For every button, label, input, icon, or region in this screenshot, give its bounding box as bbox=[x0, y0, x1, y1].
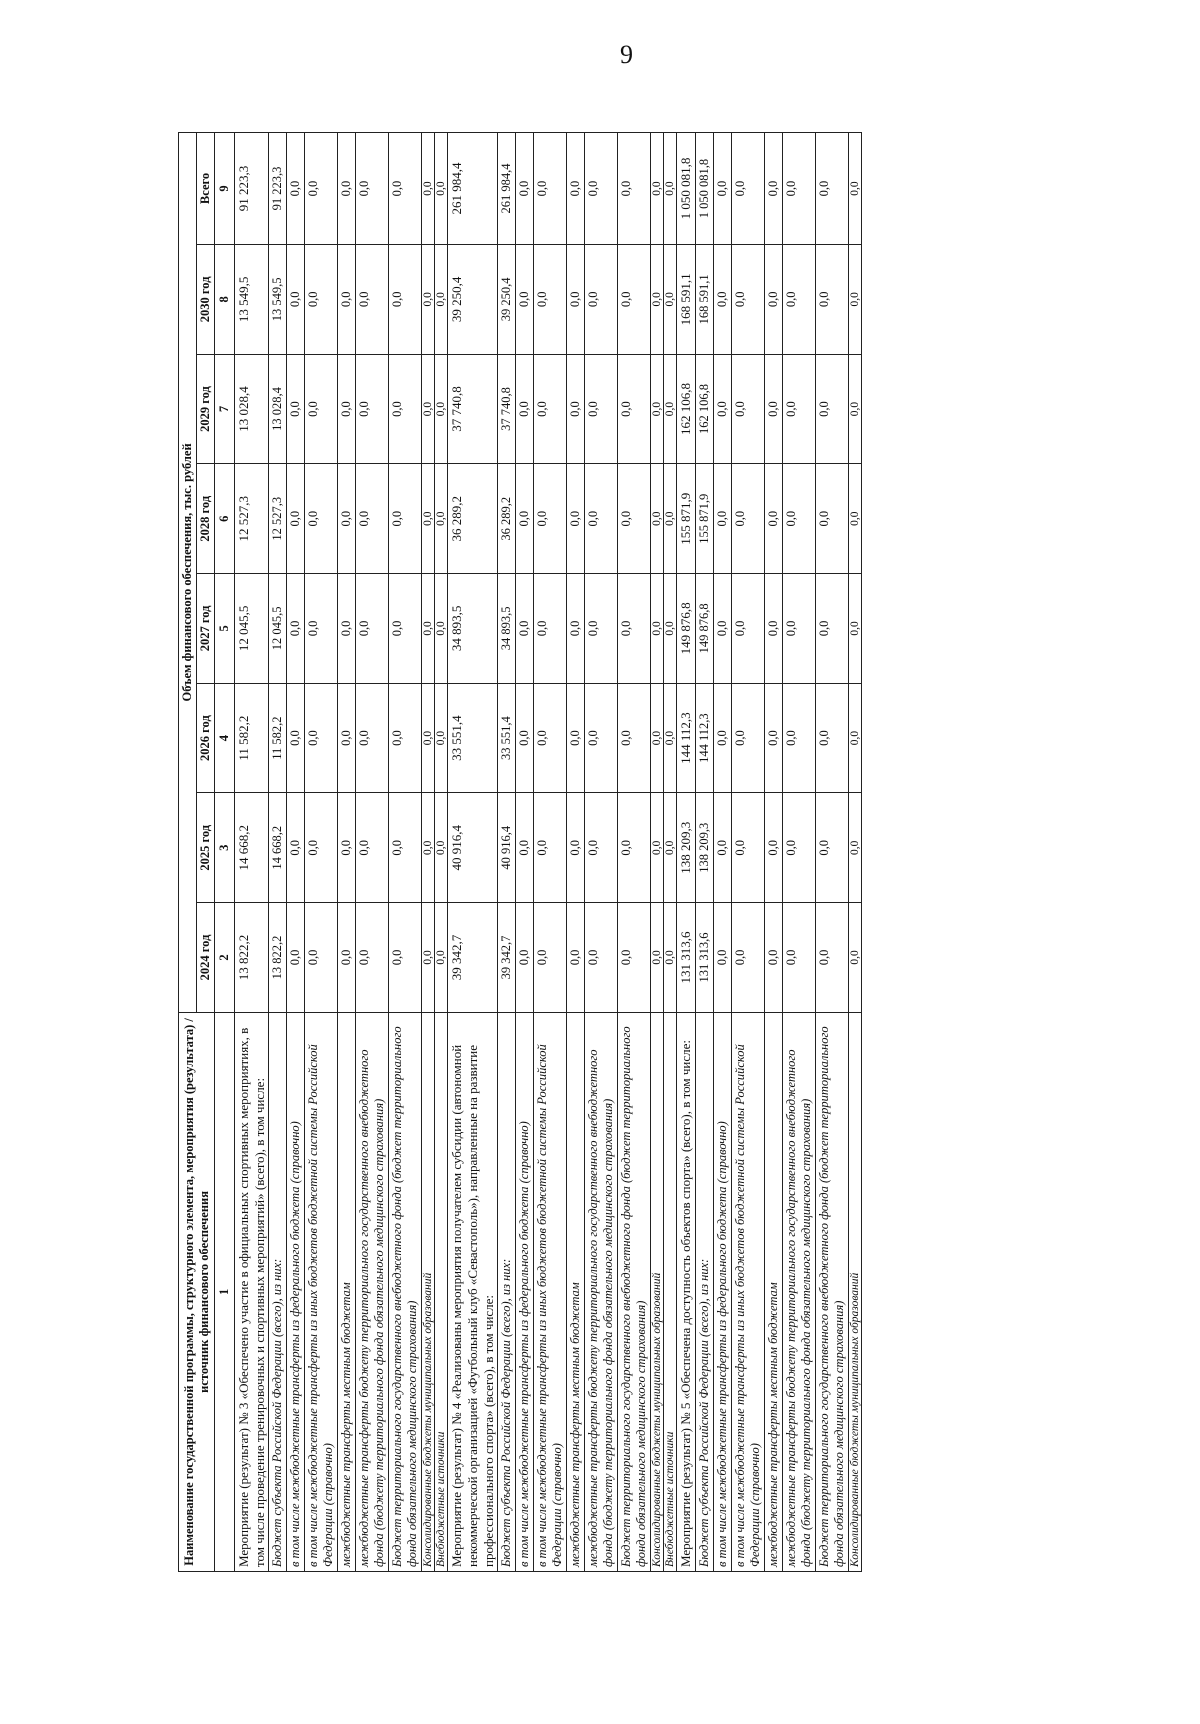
value-cell: 0,0 bbox=[731, 574, 764, 684]
total-cell: 0,0 bbox=[782, 133, 815, 245]
total-cell: 91 223,3 bbox=[269, 133, 287, 245]
value-cell: 0,0 bbox=[422, 574, 435, 684]
value-cell: 0,0 bbox=[534, 244, 567, 354]
row-label: межбюджетные трансферты бюджету территориального государственного внебюджетного фонда (бюджету территориального фонда обязательного медицинского страхования) bbox=[782, 1012, 815, 1571]
value-cell: 0,0 bbox=[422, 903, 435, 1013]
row-label: межбюджетные трансферты бюджету территориального государственного внебюджетного фонда (бюджету территориального фонда обязательного медицинского страхования) bbox=[585, 1012, 618, 1571]
total-cell: 0,0 bbox=[389, 133, 422, 245]
header-name: Наименование государственной программы, структурного элемента, мероприятия (результата) / источник финансового обеспечения bbox=[179, 1012, 215, 1571]
value-cell: 0,0 bbox=[585, 903, 618, 1013]
value-cell: 0,0 bbox=[305, 464, 338, 574]
value-cell: 0,0 bbox=[305, 244, 338, 354]
value-cell: 0,0 bbox=[338, 793, 356, 903]
header-year: 2029 год bbox=[197, 354, 215, 464]
total-cell: 0,0 bbox=[848, 133, 861, 245]
value-cell: 0,0 bbox=[664, 354, 677, 464]
value-cell: 0,0 bbox=[287, 244, 305, 354]
value-cell: 0,0 bbox=[713, 354, 731, 464]
table-row bbox=[516, 133, 534, 1572]
value-cell: 0,0 bbox=[731, 793, 764, 903]
total-cell: 261 984,4 bbox=[498, 133, 516, 245]
value-cell: 36 289,2 bbox=[498, 464, 516, 574]
table-body bbox=[235, 133, 862, 1572]
value-cell: 0,0 bbox=[848, 574, 861, 684]
value-cell: 11 582,2 bbox=[269, 683, 287, 793]
value-cell: 11 582,2 bbox=[235, 683, 269, 793]
table-row bbox=[287, 133, 305, 1572]
table-row bbox=[764, 133, 782, 1572]
header-year: 2030 год bbox=[197, 244, 215, 354]
value-cell: 33 551,4 bbox=[498, 683, 516, 793]
value-cell: 0,0 bbox=[435, 793, 448, 903]
row-label: в том числе межбюджетные трансферты из федерального бюджета (справочно) bbox=[516, 1012, 534, 1571]
value-cell: 13 822,2 bbox=[235, 903, 269, 1013]
value-cell: 0,0 bbox=[618, 903, 651, 1013]
value-cell: 0,0 bbox=[567, 793, 585, 903]
column-number: 8 bbox=[215, 244, 235, 354]
value-cell: 12 045,5 bbox=[235, 574, 269, 684]
column-number: 7 bbox=[215, 354, 235, 464]
value-cell: 155 871,9 bbox=[695, 464, 713, 574]
row-label: Бюджет субъекта Российской Федерации (всего), из них: bbox=[695, 1012, 713, 1571]
value-cell: 0,0 bbox=[651, 354, 664, 464]
value-cell: 0,0 bbox=[815, 793, 848, 903]
value-cell: 12 527,3 bbox=[235, 464, 269, 574]
value-cell: 13 549,5 bbox=[269, 244, 287, 354]
value-cell: 0,0 bbox=[389, 354, 422, 464]
value-cell: 168 591,1 bbox=[677, 244, 696, 354]
value-cell: 0,0 bbox=[764, 793, 782, 903]
column-number: 4 bbox=[215, 683, 235, 793]
row-label: Бюджет территориального государственного внебюджетного фонда (бюджет территориального фонда обязательного медицинского страхования) bbox=[618, 1012, 651, 1571]
value-cell: 0,0 bbox=[435, 574, 448, 684]
value-cell: 37 740,8 bbox=[498, 354, 516, 464]
value-cell: 0,0 bbox=[389, 683, 422, 793]
row-label: Внебюджетные источники bbox=[435, 1012, 448, 1571]
row-label: межбюджетные трансферты бюджету территориального государственного внебюджетного фонда (бюджету территориального фонда обязательного медицинского страхования) bbox=[356, 1012, 389, 1571]
value-cell: 0,0 bbox=[534, 903, 567, 1013]
table-row bbox=[356, 133, 389, 1572]
value-cell: 0,0 bbox=[356, 354, 389, 464]
value-cell: 0,0 bbox=[534, 354, 567, 464]
total-cell: 261 984,4 bbox=[448, 133, 498, 245]
value-cell: 0,0 bbox=[815, 244, 848, 354]
value-cell: 162 106,8 bbox=[695, 354, 713, 464]
total-cell: 0,0 bbox=[664, 133, 677, 245]
value-cell: 0,0 bbox=[815, 464, 848, 574]
row-label: Бюджет территориального государственного внебюджетного фонда (бюджет территориального фонда обязательного медицинского страхования) bbox=[815, 1012, 848, 1571]
rotated-table-container bbox=[178, 132, 958, 1572]
value-cell: 0,0 bbox=[815, 354, 848, 464]
total-cell: 0,0 bbox=[287, 133, 305, 245]
value-cell: 0,0 bbox=[713, 464, 731, 574]
table-row bbox=[651, 133, 664, 1572]
table-row bbox=[338, 133, 356, 1572]
value-cell: 13 822,2 bbox=[269, 903, 287, 1013]
table-row bbox=[235, 133, 269, 1572]
value-cell: 0,0 bbox=[664, 683, 677, 793]
value-cell: 0,0 bbox=[516, 354, 534, 464]
total-cell: 0,0 bbox=[651, 133, 664, 245]
value-cell: 0,0 bbox=[651, 683, 664, 793]
value-cell: 0,0 bbox=[618, 354, 651, 464]
table-row bbox=[305, 133, 338, 1572]
row-label: межбюджетные трансферты местным бюджетам bbox=[567, 1012, 585, 1571]
row-label: Внебюджетные источники bbox=[664, 1012, 677, 1571]
value-cell: 0,0 bbox=[305, 354, 338, 464]
page-number: 9 bbox=[620, 40, 633, 69]
value-cell: 0,0 bbox=[534, 793, 567, 903]
row-label: в том числе межбюджетные трансферты из иных бюджетов бюджетной системы Российской Федерации (справочно) bbox=[305, 1012, 338, 1571]
total-cell: 0,0 bbox=[585, 133, 618, 245]
value-cell: 149 876,8 bbox=[677, 574, 696, 684]
value-cell: 0,0 bbox=[651, 793, 664, 903]
value-cell: 0,0 bbox=[356, 683, 389, 793]
value-cell: 34 893,5 bbox=[498, 574, 516, 684]
value-cell: 0,0 bbox=[389, 903, 422, 1013]
value-cell: 12 045,5 bbox=[269, 574, 287, 684]
value-cell: 12 527,3 bbox=[269, 464, 287, 574]
value-cell: 131 313,6 bbox=[695, 903, 713, 1013]
value-cell: 0,0 bbox=[764, 574, 782, 684]
value-cell: 13 028,4 bbox=[269, 354, 287, 464]
value-cell: 138 209,3 bbox=[677, 793, 696, 903]
value-cell: 0,0 bbox=[516, 793, 534, 903]
value-cell: 0,0 bbox=[389, 793, 422, 903]
value-cell: 0,0 bbox=[713, 244, 731, 354]
table-row bbox=[782, 133, 815, 1572]
value-cell: 0,0 bbox=[305, 903, 338, 1013]
value-cell: 40 916,4 bbox=[448, 793, 498, 903]
value-cell: 14 668,2 bbox=[269, 793, 287, 903]
value-cell: 0,0 bbox=[534, 574, 567, 684]
header-year: 2025 год bbox=[197, 793, 215, 903]
value-cell: 131 313,6 bbox=[677, 903, 696, 1013]
value-cell: 0,0 bbox=[782, 574, 815, 684]
value-cell: 0,0 bbox=[651, 464, 664, 574]
value-cell: 0,0 bbox=[422, 464, 435, 574]
value-cell: 0,0 bbox=[782, 464, 815, 574]
value-cell: 144 112,3 bbox=[677, 683, 696, 793]
total-cell: 0,0 bbox=[534, 133, 567, 245]
value-cell: 0,0 bbox=[664, 244, 677, 354]
row-label: в том числе межбюджетные трансферты из федерального бюджета (справочно) bbox=[713, 1012, 731, 1571]
value-cell: 0,0 bbox=[731, 683, 764, 793]
value-cell: 0,0 bbox=[848, 354, 861, 464]
financing-table bbox=[178, 132, 862, 1572]
table-row bbox=[664, 133, 677, 1572]
table-row bbox=[269, 133, 287, 1572]
value-cell: 0,0 bbox=[287, 354, 305, 464]
value-cell: 0,0 bbox=[422, 244, 435, 354]
value-cell: 0,0 bbox=[516, 244, 534, 354]
value-cell: 155 871,9 bbox=[677, 464, 696, 574]
table-row bbox=[713, 133, 731, 1572]
row-label: Консолидированные бюджеты муниципальных образований bbox=[651, 1012, 664, 1571]
value-cell: 0,0 bbox=[356, 903, 389, 1013]
table-row bbox=[618, 133, 651, 1572]
value-cell: 0,0 bbox=[567, 464, 585, 574]
value-cell: 0,0 bbox=[287, 464, 305, 574]
value-cell: 0,0 bbox=[618, 793, 651, 903]
value-cell: 0,0 bbox=[567, 574, 585, 684]
table-row bbox=[585, 133, 618, 1572]
value-cell: 168 591,1 bbox=[695, 244, 713, 354]
value-cell: 162 106,8 bbox=[677, 354, 696, 464]
value-cell: 0,0 bbox=[585, 354, 618, 464]
value-cell: 14 668,2 bbox=[235, 793, 269, 903]
total-cell: 0,0 bbox=[516, 133, 534, 245]
value-cell: 0,0 bbox=[651, 244, 664, 354]
value-cell: 0,0 bbox=[815, 574, 848, 684]
value-cell: 0,0 bbox=[422, 683, 435, 793]
value-cell: 0,0 bbox=[287, 574, 305, 684]
table-row bbox=[422, 133, 435, 1572]
value-cell: 0,0 bbox=[664, 793, 677, 903]
row-label: в том числе межбюджетные трансферты из федерального бюджета (справочно) bbox=[287, 1012, 305, 1571]
value-cell: 33 551,4 bbox=[448, 683, 498, 793]
total-cell: 0,0 bbox=[356, 133, 389, 245]
value-cell: 0,0 bbox=[389, 464, 422, 574]
value-cell: 0,0 bbox=[731, 244, 764, 354]
value-cell: 0,0 bbox=[305, 683, 338, 793]
value-cell: 0,0 bbox=[664, 464, 677, 574]
value-cell: 0,0 bbox=[338, 574, 356, 684]
value-cell: 0,0 bbox=[338, 244, 356, 354]
column-number: 1 bbox=[215, 1012, 235, 1571]
value-cell: 138 209,3 bbox=[695, 793, 713, 903]
value-cell: 0,0 bbox=[585, 244, 618, 354]
table-row bbox=[695, 133, 713, 1572]
value-cell: 0,0 bbox=[713, 793, 731, 903]
value-cell: 39 342,7 bbox=[498, 903, 516, 1013]
column-number: 5 bbox=[215, 574, 235, 684]
value-cell: 0,0 bbox=[731, 354, 764, 464]
value-cell: 0,0 bbox=[848, 244, 861, 354]
table-row bbox=[731, 133, 764, 1572]
total-cell: 0,0 bbox=[764, 133, 782, 245]
table-row bbox=[389, 133, 422, 1572]
value-cell: 39 250,4 bbox=[498, 244, 516, 354]
value-cell: 0,0 bbox=[618, 683, 651, 793]
header-year: 2028 год bbox=[197, 464, 215, 574]
value-cell: 0,0 bbox=[664, 574, 677, 684]
total-cell: 0,0 bbox=[338, 133, 356, 245]
row-label: в том числе межбюджетные трансферты из иных бюджетов бюджетной системы Российской Федерации (справочно) bbox=[534, 1012, 567, 1571]
header-total: Всего bbox=[197, 133, 215, 245]
table-row bbox=[677, 133, 696, 1572]
header-group: Объем финансового обеспечения, тыс. рублей bbox=[179, 133, 197, 1013]
row-label: Бюджет территориального государственного внебюджетного фонда (бюджет территориального фонда обязательного медицинского страхования) bbox=[389, 1012, 422, 1571]
value-cell: 0,0 bbox=[389, 244, 422, 354]
table-row bbox=[448, 133, 498, 1572]
value-cell: 0,0 bbox=[618, 464, 651, 574]
value-cell: 0,0 bbox=[338, 903, 356, 1013]
value-cell: 0,0 bbox=[651, 574, 664, 684]
total-cell: 0,0 bbox=[731, 133, 764, 245]
value-cell: 144 112,3 bbox=[695, 683, 713, 793]
value-cell: 0,0 bbox=[567, 354, 585, 464]
total-cell: 1 050 081,8 bbox=[677, 133, 696, 245]
row-label: Мероприятие (результат) № 3 «Обеспечено участие в официальных спортивных мероприятиях, в том числе проведение тренировочных и спортивных мероприятий» (всего), в том числе: bbox=[235, 1012, 269, 1571]
value-cell: 0,0 bbox=[287, 683, 305, 793]
header-year: 2024 год bbox=[197, 903, 215, 1013]
value-cell: 0,0 bbox=[764, 244, 782, 354]
value-cell: 0,0 bbox=[731, 903, 764, 1013]
table-row bbox=[435, 133, 448, 1572]
value-cell: 34 893,5 bbox=[448, 574, 498, 684]
value-cell: 0,0 bbox=[516, 464, 534, 574]
column-number: 3 bbox=[215, 793, 235, 903]
table-row bbox=[848, 133, 861, 1572]
value-cell: 0,0 bbox=[764, 683, 782, 793]
table-row bbox=[498, 133, 516, 1572]
column-number: 6 bbox=[215, 464, 235, 574]
total-cell: 0,0 bbox=[567, 133, 585, 245]
value-cell: 0,0 bbox=[782, 903, 815, 1013]
value-cell: 0,0 bbox=[338, 464, 356, 574]
value-cell: 0,0 bbox=[618, 574, 651, 684]
value-cell: 36 289,2 bbox=[448, 464, 498, 574]
table-row bbox=[815, 133, 848, 1572]
value-cell: 0,0 bbox=[287, 793, 305, 903]
value-cell: 0,0 bbox=[585, 683, 618, 793]
value-cell: 0,0 bbox=[516, 683, 534, 793]
value-cell: 0,0 bbox=[389, 574, 422, 684]
row-label: межбюджетные трансферты местным бюджетам bbox=[338, 1012, 356, 1571]
row-label: Бюджет субъекта Российской Федерации (всего), из них: bbox=[498, 1012, 516, 1571]
value-cell: 0,0 bbox=[356, 574, 389, 684]
column-number: 9 bbox=[215, 133, 235, 245]
value-cell: 0,0 bbox=[585, 574, 618, 684]
value-cell: 0,0 bbox=[516, 574, 534, 684]
row-label: Мероприятие (результат) № 5 «Обеспечена доступность объектов спорта» (всего), в том числе: bbox=[677, 1012, 696, 1571]
value-cell: 0,0 bbox=[534, 683, 567, 793]
value-cell: 0,0 bbox=[435, 354, 448, 464]
value-cell: 0,0 bbox=[534, 464, 567, 574]
value-cell: 0,0 bbox=[815, 683, 848, 793]
row-label: Консолидированные бюджеты муниципальных образований bbox=[848, 1012, 861, 1571]
value-cell: 0,0 bbox=[435, 683, 448, 793]
value-cell: 40 916,4 bbox=[498, 793, 516, 903]
total-cell: 0,0 bbox=[815, 133, 848, 245]
total-cell: 1 050 081,8 bbox=[695, 133, 713, 245]
value-cell: 0,0 bbox=[516, 903, 534, 1013]
row-label: в том числе межбюджетные трансферты из иных бюджетов бюджетной системы Российской Федерации (справочно) bbox=[731, 1012, 764, 1571]
value-cell: 0,0 bbox=[782, 354, 815, 464]
value-cell: 149 876,8 bbox=[695, 574, 713, 684]
value-cell: 0,0 bbox=[848, 464, 861, 574]
row-label: Бюджет субъекта Российской Федерации (всего), из них: bbox=[269, 1012, 287, 1571]
value-cell: 0,0 bbox=[713, 574, 731, 684]
value-cell: 0,0 bbox=[338, 354, 356, 464]
total-cell: 0,0 bbox=[435, 133, 448, 245]
value-cell: 0,0 bbox=[567, 244, 585, 354]
row-label: межбюджетные трансферты местным бюджетам bbox=[764, 1012, 782, 1571]
value-cell: 0,0 bbox=[305, 793, 338, 903]
value-cell: 0,0 bbox=[567, 683, 585, 793]
value-cell: 0,0 bbox=[713, 903, 731, 1013]
value-cell: 13 028,4 bbox=[235, 354, 269, 464]
value-cell: 0,0 bbox=[848, 683, 861, 793]
total-cell: 0,0 bbox=[305, 133, 338, 245]
value-cell: 0,0 bbox=[764, 903, 782, 1013]
column-number: 2 bbox=[215, 903, 235, 1013]
value-cell: 0,0 bbox=[287, 903, 305, 1013]
value-cell: 0,0 bbox=[356, 244, 389, 354]
value-cell: 39 250,4 bbox=[448, 244, 498, 354]
value-cell: 0,0 bbox=[782, 793, 815, 903]
value-cell: 0,0 bbox=[356, 793, 389, 903]
row-label: Консолидированные бюджеты муниципальных образований bbox=[422, 1012, 435, 1571]
total-cell: 0,0 bbox=[618, 133, 651, 245]
value-cell: 0,0 bbox=[618, 244, 651, 354]
value-cell: 39 342,7 bbox=[448, 903, 498, 1013]
value-cell: 0,0 bbox=[435, 903, 448, 1013]
table-row bbox=[534, 133, 567, 1572]
value-cell: 0,0 bbox=[435, 464, 448, 574]
value-cell: 0,0 bbox=[305, 574, 338, 684]
value-cell: 0,0 bbox=[764, 354, 782, 464]
value-cell: 0,0 bbox=[815, 903, 848, 1013]
value-cell: 0,0 bbox=[848, 903, 861, 1013]
total-cell: 0,0 bbox=[713, 133, 731, 245]
value-cell: 0,0 bbox=[338, 683, 356, 793]
value-cell: 0,0 bbox=[585, 464, 618, 574]
header-year: 2027 год bbox=[197, 574, 215, 684]
value-cell: 0,0 bbox=[848, 793, 861, 903]
value-cell: 0,0 bbox=[664, 903, 677, 1013]
value-cell: 0,0 bbox=[713, 683, 731, 793]
value-cell: 0,0 bbox=[782, 244, 815, 354]
value-cell: 0,0 bbox=[422, 793, 435, 903]
value-cell: 0,0 bbox=[782, 683, 815, 793]
value-cell: 0,0 bbox=[651, 903, 664, 1013]
table-row bbox=[567, 133, 585, 1572]
total-cell: 91 223,3 bbox=[235, 133, 269, 245]
row-label: Мероприятие (результат) № 4 «Реализованы мероприятия получателем субсидии (автономной некоммерческой организацией «Футбольный клуб «Севастополь»), направленные на развитие профессионального спорта» (всего), в том числе: bbox=[448, 1012, 498, 1571]
value-cell: 0,0 bbox=[356, 464, 389, 574]
value-cell: 37 740,8 bbox=[448, 354, 498, 464]
value-cell: 0,0 bbox=[422, 354, 435, 464]
value-cell: 0,0 bbox=[567, 903, 585, 1013]
total-cell: 0,0 bbox=[422, 133, 435, 245]
value-cell: 0,0 bbox=[731, 464, 764, 574]
header-year: 2026 год bbox=[197, 683, 215, 793]
value-cell: 0,0 bbox=[764, 464, 782, 574]
value-cell: 0,0 bbox=[435, 244, 448, 354]
value-cell: 13 549,5 bbox=[235, 244, 269, 354]
value-cell: 0,0 bbox=[585, 793, 618, 903]
